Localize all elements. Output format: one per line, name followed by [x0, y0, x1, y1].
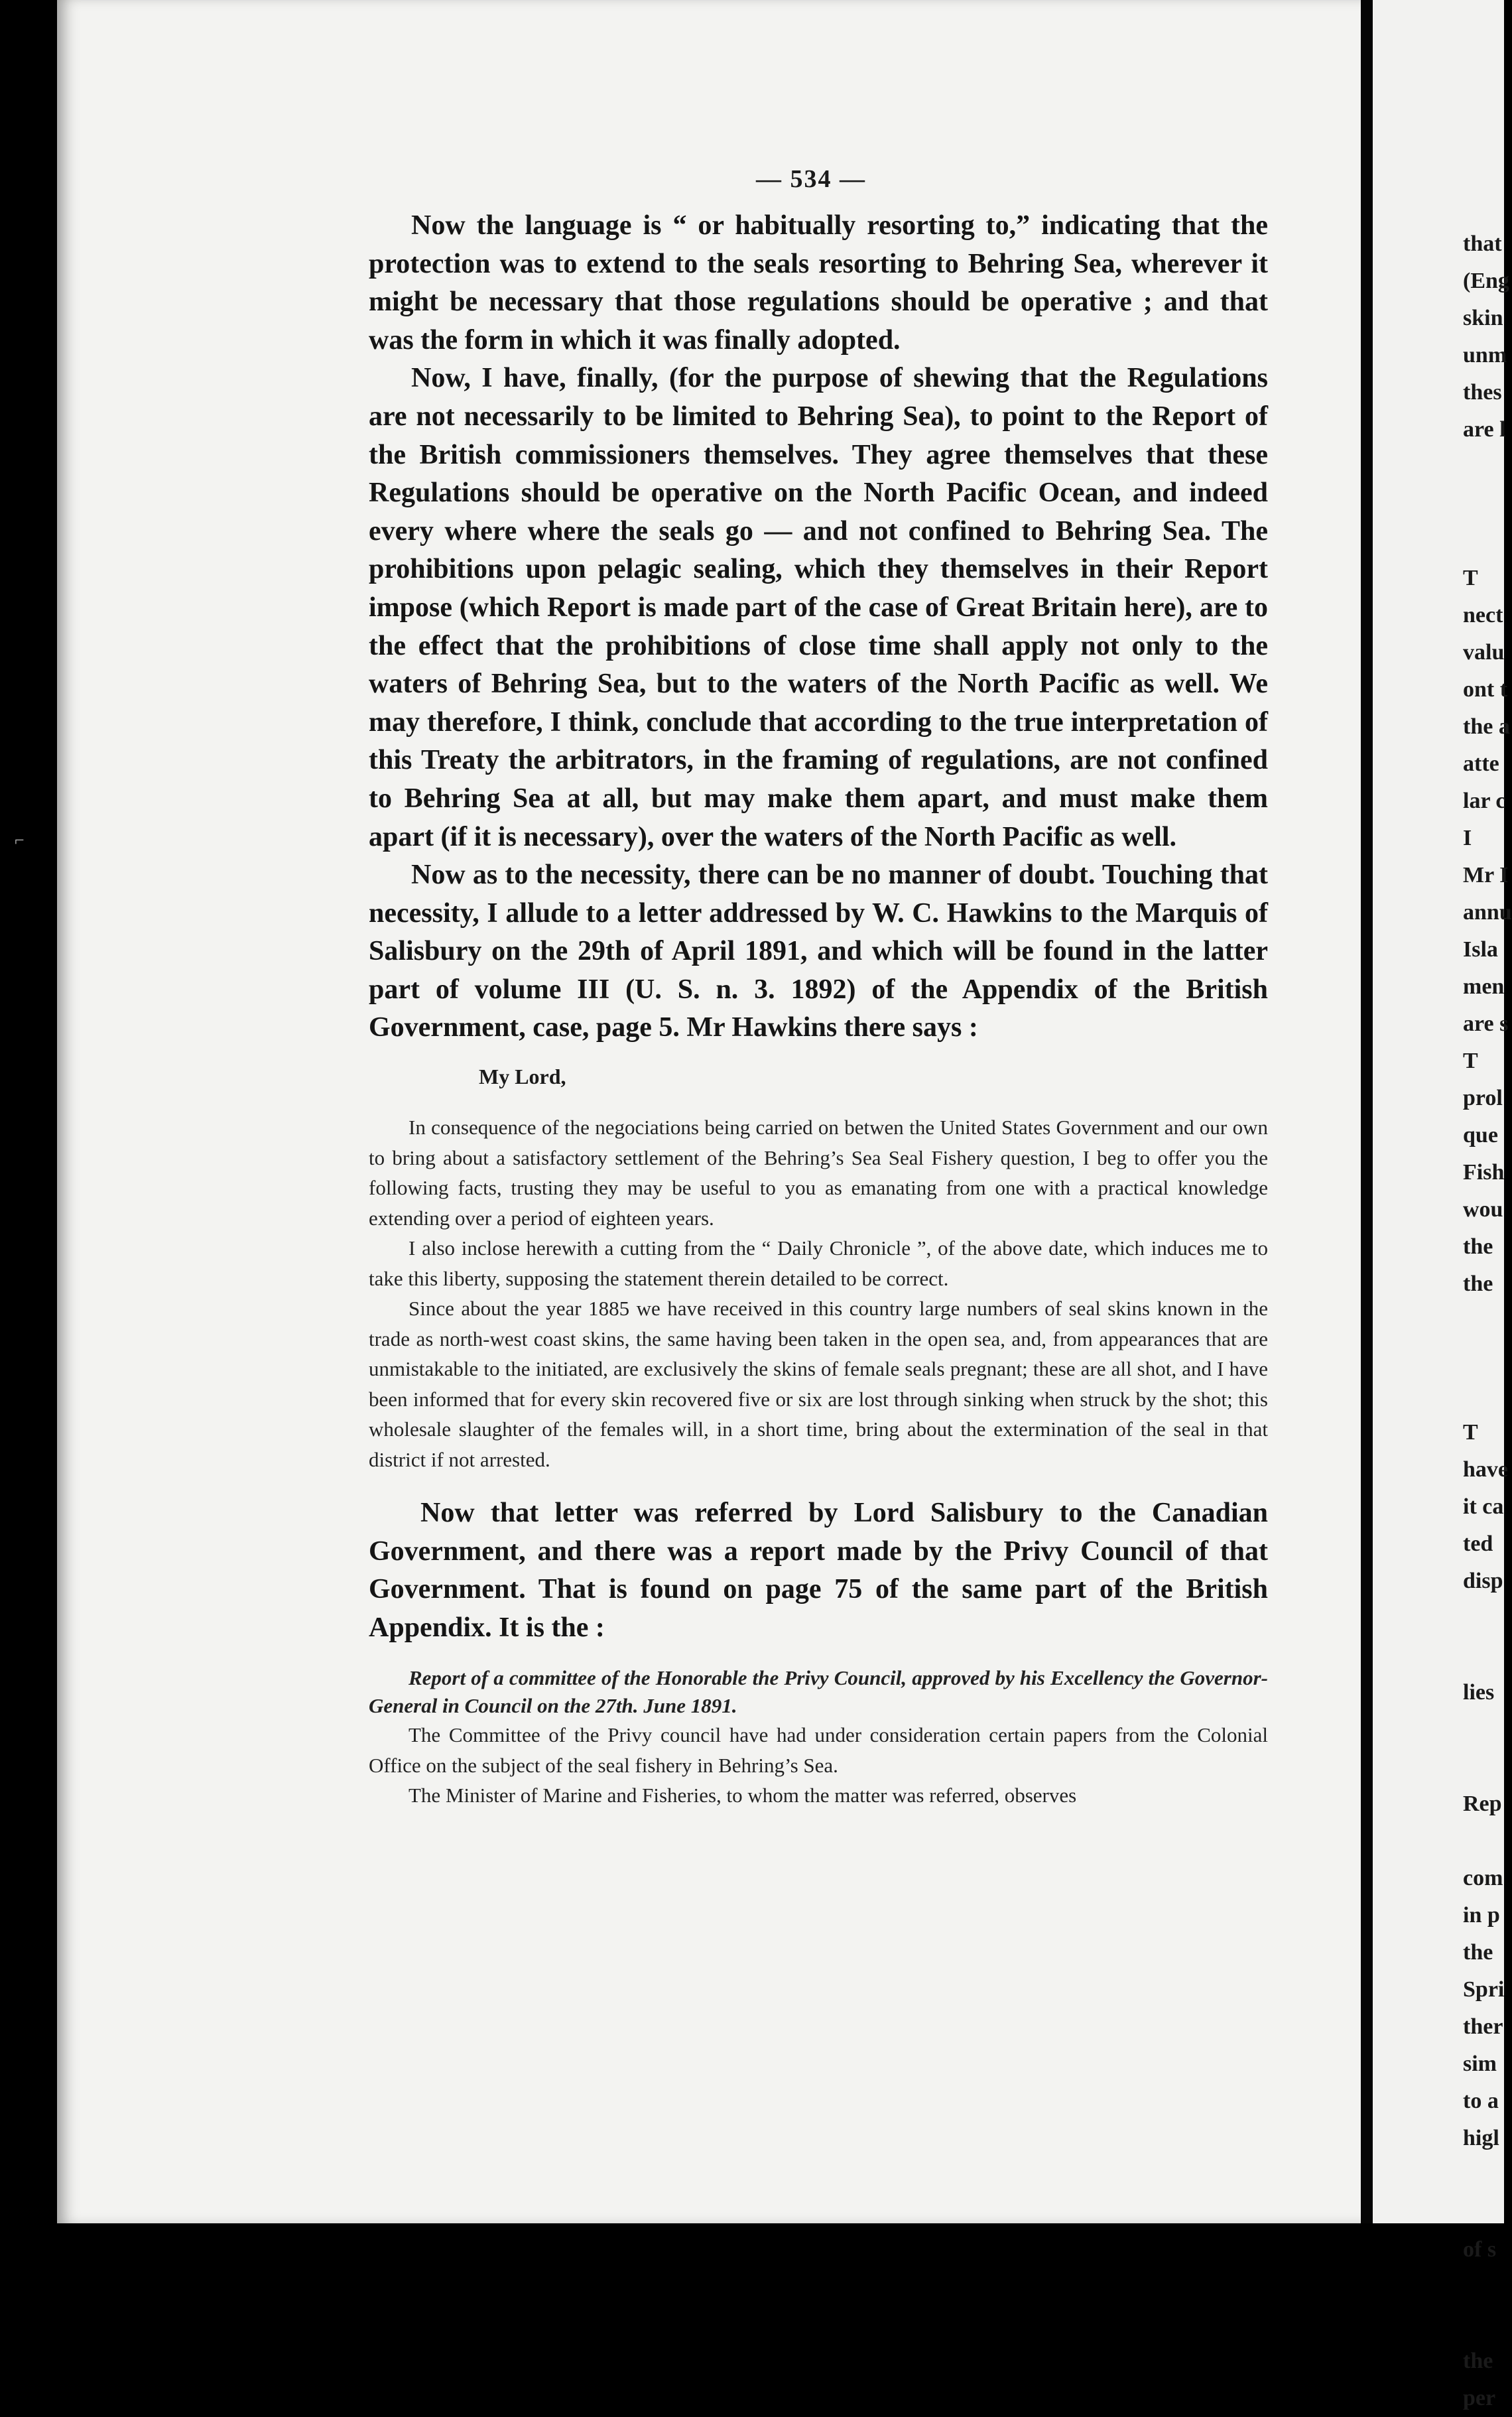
right-page-line [1463, 1600, 1504, 1637]
right-page-line: the [1463, 1234, 1493, 1259]
right-page-line: in p [1463, 1903, 1500, 1927]
margin-mark: ⌐ [15, 830, 25, 850]
right-page-line: skin [1463, 306, 1503, 330]
right-page-line: Mr I [1463, 863, 1509, 887]
letter-paragraph: In consequence of the negociations being carried on betwen the United States Government and our own to bring about a satisfactory settlement of the Behring’s Sea Seal Fishery question, I beg to offer you the following facts, trusting they may be useful to you as emanating from one with a practical knowledge extending over a period of eighteen years. [369, 1116, 1268, 1230]
right-page-line [1463, 523, 1504, 560]
letter-paragraph: Since about the year 1885 we have received in this country large numbers of seal skins known in the trade as north-west coast skins, the same having been taken in the open sea, and, from appearances that are unmistakable to the initiated, are exclusively the skins of female seals pregnant; these are all shot, and I have been informed that for every skin recovered five or six are lost through sinking when struck by the shot; this wholesale slaughter of the females will, in a short time, bring about the extermination of the seal in that district if not arrested. [369, 1297, 1268, 1471]
report-paragraph: The Committee of the Privy council have had under consideration certain papers from the Colonial Office on the subject of the seal fishery in Behring’s Sea. [369, 1723, 1268, 1777]
right-page-line: the [1463, 1272, 1493, 1296]
right-page-text-fragments [1463, 226, 1512, 2417]
right-page-line: men [1463, 974, 1505, 999]
right-page-line [1463, 1711, 1504, 1748]
right-page-line: of s [1463, 2237, 1497, 2262]
right-page-line: nect [1463, 603, 1503, 627]
report-heading: Report of a committee of the Honorable the Privy Council, approved by his Excellency the Governor-General in Council on the 27th. June 1891. [369, 1666, 1268, 1718]
right-page-line: I [1463, 826, 1472, 850]
body-paragraph: Now as to the necessity, there can be no manner of doubt. Touching that necessity, I allude to a letter addressed by W. C. Hawkins to the Marquis of Salisbury on the 29th of April 1891, and which will be found in the latter part of volume III (U. S. n. 3. 1892) of the Appendix of the British Government, case, page 5. Mr Hawkins there says : [369, 860, 1268, 1043]
right-page-line: ont t [1463, 677, 1508, 702]
right-page-line: Fish [1463, 1160, 1505, 1185]
right-page-line: are l [1463, 417, 1506, 442]
body-paragraph: Now the language is “ or habitually resorting to,” indicating that the protection was to extend to the seals resorting to Behring Sea, wherever it might be necessary that those regulations should be operative ; and that was the form in which it was finally adopted. [369, 210, 1268, 356]
report-paragraph: The Minister of Marine and Fisheries, to whom the matter was referred, observes [409, 1784, 1077, 1807]
right-page-line: are s [1463, 1012, 1509, 1036]
right-page-line [1463, 486, 1504, 523]
right-page-line: disp [1463, 1569, 1503, 1593]
right-page-line: Spri [1463, 1977, 1505, 2002]
right-page-line: (Eng [1463, 269, 1509, 293]
right-page-line: T [1463, 566, 1478, 590]
letter-paragraph: I also inclose herewith a cutting from the “ Daily Chronicle ”, of the above date, which induces me to take this liberty, supposing the statement therein detailed to be correct. [369, 1236, 1268, 1290]
right-page-line [1463, 2194, 1504, 2231]
right-page-line [1463, 2157, 1504, 2194]
right-page-line: ther [1463, 2014, 1503, 2039]
right-page-line [1463, 1340, 1504, 1377]
right-page-line: T [1463, 1420, 1478, 1445]
right-page-line: higl [1463, 2126, 1499, 2150]
right-page-line [1463, 1823, 1504, 1860]
right-page-line: have [1463, 1457, 1508, 1482]
right-page-line: lies [1463, 1680, 1495, 1705]
right-page-line: to a [1463, 2089, 1499, 2113]
body-paragraph: Now that letter was referred by Lord Salisbury to the Canadian Government, and there was a report made by the Privy Council of that Government. That is found on page 75 of the same part of the British Appendix. It is the : [369, 1498, 1268, 1643]
right-page-line [1463, 1748, 1504, 1786]
right-page-line: sim [1463, 2052, 1497, 2076]
right-page-line: thes [1463, 380, 1502, 405]
right-page-line: prol [1463, 1086, 1503, 1110]
right-page-line: T [1463, 1049, 1478, 1073]
right-page-line: lar c [1463, 789, 1506, 813]
page-number: — 534 — [756, 165, 866, 193]
book-gutter [1361, 0, 1373, 2223]
right-page-line: com [1463, 1866, 1503, 1890]
right-page-line [1463, 1377, 1504, 1414]
right-page-line [1463, 1637, 1504, 1674]
right-page-line [1463, 448, 1504, 486]
page-body [369, 207, 1268, 1811]
right-page-line: it ca [1463, 1494, 1504, 1519]
right-page-line: Rep [1463, 1792, 1502, 1816]
right-page-line: ted [1463, 1532, 1493, 1556]
right-page-line: per [1463, 2386, 1496, 2410]
right-page-line: the [1463, 2349, 1493, 2373]
letter-salutation: My Lord, [479, 1065, 566, 1089]
right-page-line: the a [1463, 714, 1510, 739]
right-page-line: that [1463, 231, 1502, 256]
right-page-line: que [1463, 1123, 1498, 1147]
right-page-line: atte [1463, 751, 1499, 776]
quoted-letter [369, 1112, 1268, 1474]
right-page-line [1463, 1303, 1504, 1340]
right-page-line: unm [1463, 343, 1507, 367]
body-paragraph: Now, I have, finally, (for the purpose of shewing that the Regulations are not necessarily to be limited to Behring Sea), to point to the Report of the British commissioners themselves. They agree themselves that these Regulations should be operative on the North Pacific Ocean, and indeed every where where the seals go — and not confined to Behring Sea. The prohibitions upon pelagic sealing, which they themselves in their Report impose (which Report is made part of the case of Great Britain here), are to the effect that the prohibitions of close time shall apply not only to the waters of Behring Sea, but to the waters of the North Pacific as well. We may therefore, I think, conclude that according to the true interpretation of this Treaty the arbitrators, in the framing of regulations, are not confined to Behring Sea at all, but may make them apart, and must make them apart (if it is necessary), over the waters of the North Pacific as well. [369, 363, 1268, 852]
right-page-line: the [1463, 1940, 1493, 1965]
right-page-line [1463, 2306, 1504, 2343]
right-page-line: wou [1463, 1197, 1503, 1222]
right-page-line [1463, 2268, 1504, 2306]
right-page-line: valu [1463, 640, 1505, 665]
right-page-line: Isla [1463, 937, 1498, 962]
right-page-line: annu [1463, 900, 1512, 925]
